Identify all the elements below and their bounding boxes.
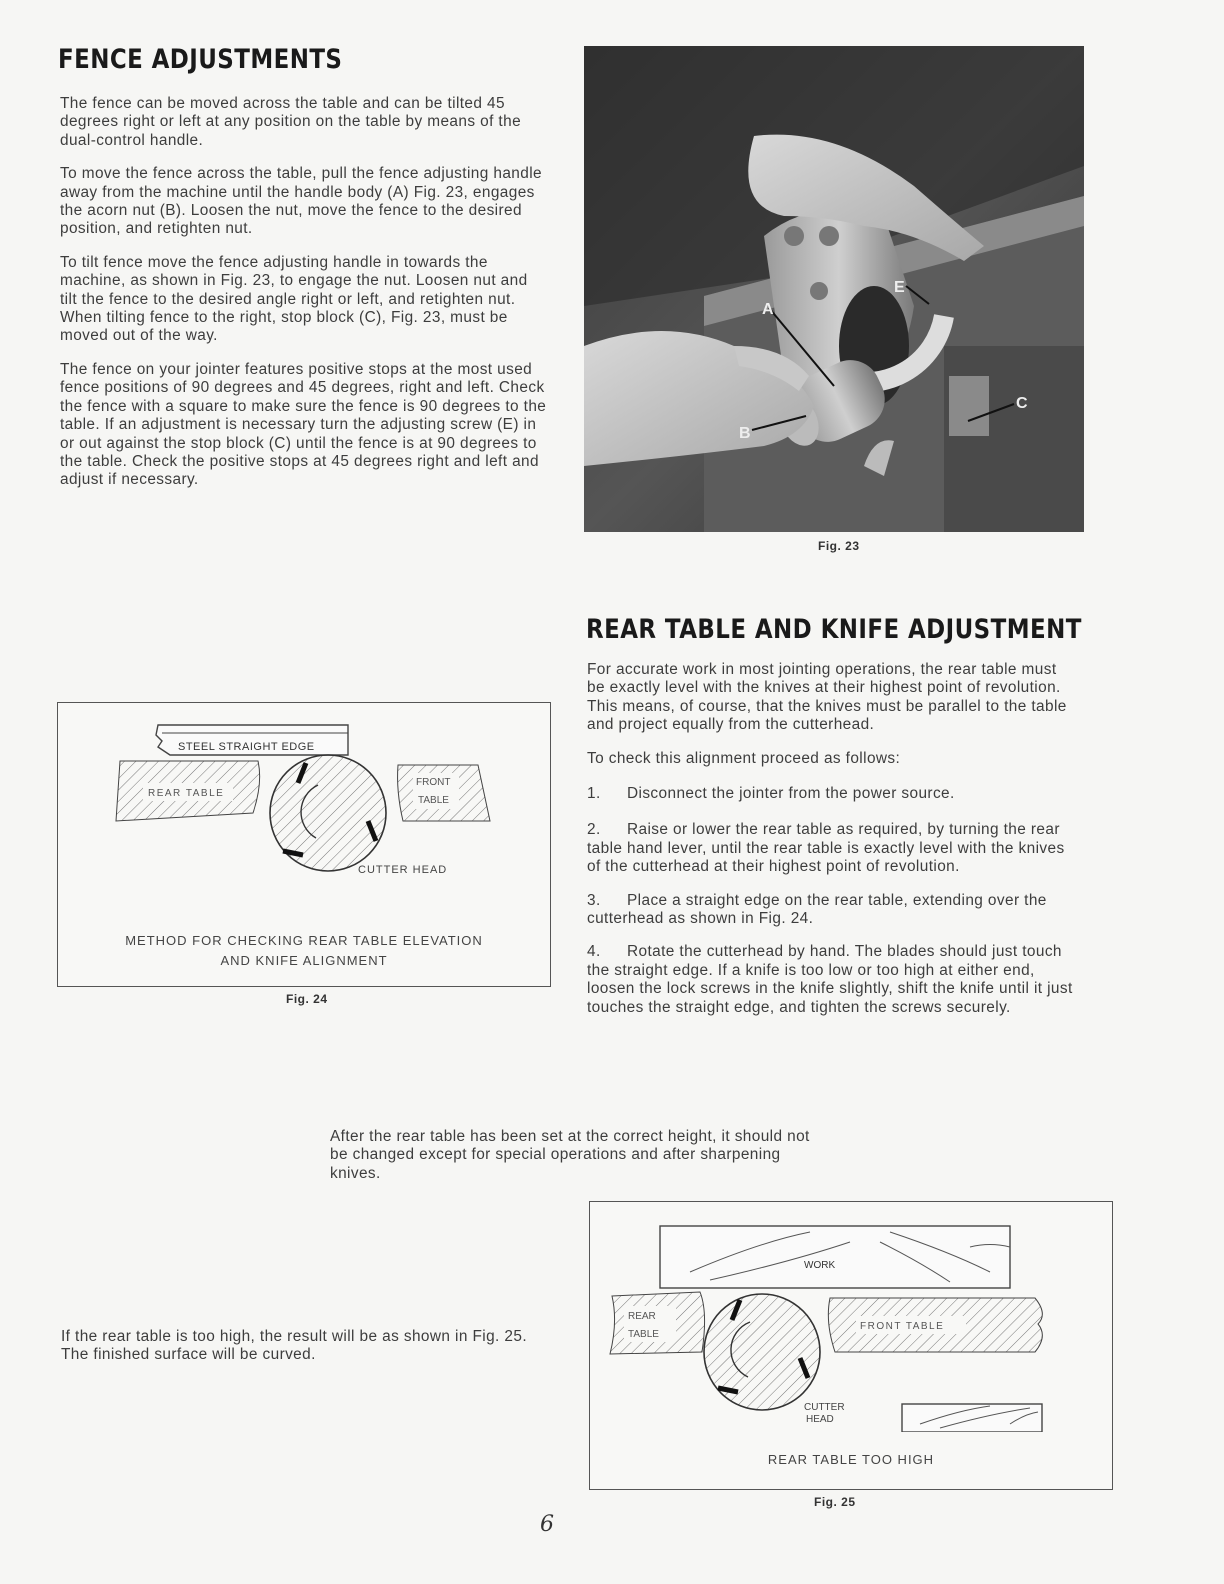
fig25-rear-label-1: REAR: [628, 1311, 656, 1322]
rear-intro-paragraph: For accurate work in most jointing operations, the rear table must be exactly level with the knives at their highest point of revolution. This means, of course, that the knives must be parallel to the table and project equally from the cutterhead.: [587, 661, 1067, 734]
rear-table-label: REAR TABLE: [148, 788, 225, 799]
fig23-callout-e: E: [894, 279, 905, 296]
straight-edge-label: STEEL STRAIGHT EDGE: [178, 741, 315, 753]
step-1-number: 1.: [587, 785, 601, 803]
fig23-photo: [584, 46, 1084, 532]
fence-handle-photo: [584, 46, 1084, 532]
fence-adjustments-heading: FENCE ADJUSTMENTS: [58, 44, 343, 75]
rear-table-heading: REAR TABLE AND KNIFE ADJUSTMENT: [586, 614, 1082, 645]
fence-paragraph-3: To tilt fence move the fence adjusting handle in towards the machine, as shown in Fig. 23, to engage the nut. Loosen nut and tilt the fence to the desired angle right or left, and retighten nut. When tilting fence to the right, stop block (C), Fig. 23, must be moved out of the way.: [60, 253, 528, 345]
fig24-caption-line-2: AND KNIFE ALIGNMENT: [220, 953, 388, 968]
cutter-head-label: CUTTER HEAD: [358, 864, 448, 876]
fig25-label: Fig. 25: [814, 1495, 856, 1509]
fig24-caption: [58, 931, 550, 971]
step-2-text: Raise or lower the rear table as required, by turning the rear table hand lever, until the rear table is exactly level with the knives of the cutterhead at their highest point of revolution.: [587, 821, 1065, 876]
fig25-diagram: [590, 1202, 1112, 1432]
too-high-paragraph: If the rear table is too high, the result will be as shown in Fig. 25. The finished surface will be curved.: [61, 1328, 528, 1364]
fig24-box: [57, 702, 551, 987]
step-4: [587, 943, 1077, 1017]
fence-paragraph-2: To move the fence across the table, pull the fence adjusting handle away from the machine until the handle body (A) Fig. 23, engages the acorn nut (B). Loosen the nut, move the fence to the desired position, and retighten nut.: [60, 165, 542, 238]
fig24-diagram: [58, 703, 550, 903]
fig25-caption: REAR TABLE TOO HIGH: [767, 1452, 935, 1467]
step-2-number: 2.: [587, 821, 601, 839]
step-3-text: Place a straight edge on the rear table, extending over the cutterhead as shown in Fig. 24.: [587, 891, 1047, 928]
rear-check-paragraph: To check this alignment proceed as follows:: [587, 749, 901, 767]
work-label: WORK: [804, 1260, 836, 1271]
fig25-cutter-head: [704, 1294, 820, 1410]
step-4-number: 4.: [587, 943, 601, 961]
fence-text-column: [60, 95, 548, 490]
page-number: 6: [540, 1512, 554, 1537]
after-paragraph: After the rear table has been set at the correct height, it should not be changed except for special operations and after sharpening knives.: [330, 1128, 810, 1182]
step-1: [587, 785, 1077, 803]
fig23-callout-b: B: [739, 425, 751, 442]
fig23-callout-a: A: [762, 301, 774, 318]
front-table-label-2: TABLE: [418, 795, 449, 806]
fence-paragraph-4: The fence on your jointer features positive stops at the most used fence positions of 90 degrees and 45 degrees, right and left. Check the fence with a square to make sure the fence is 90 degrees to the table. If an adjustment is necessary turn the adjusting screw (E) in or out against the stop block (C) until the fence is at 90 degrees to the table. Check the positive stops at 45 degrees right and left and adjust if necessary.: [60, 360, 547, 489]
fence-paragraph-1: The fence can be moved across the table and can be tilted 45 degrees right or left at any position on the table by means of the dual-control handle.: [60, 95, 522, 149]
fig25-cutter-label-1: CUTTER: [804, 1402, 845, 1413]
fig25-front-label: FRONT TABLE: [860, 1321, 945, 1332]
step-2: [587, 821, 1077, 876]
fig24-caption-line-1: METHOD FOR CHECKING REAR TABLE ELEVATION: [125, 933, 483, 948]
fig23-label: Fig. 23: [818, 539, 860, 553]
step-3: [587, 892, 1077, 929]
rear-text-column: [587, 661, 1077, 1017]
step-3-number: 3.: [587, 891, 601, 909]
fig25-cutter-label-2: HEAD: [806, 1414, 834, 1425]
fig23-callout-c: C: [1016, 395, 1028, 412]
fig24-label: Fig. 24: [286, 992, 328, 1006]
front-table-label-1: FRONT: [416, 777, 451, 788]
step-4-text: Rotate the cutterhead by hand. The blades should just touch the straight edge. If a knife is too low or too high at either end, loosen the lock screws in the knife slightly, shift the knife until it just touches the straight edge, and tighten the screws securely.: [587, 943, 1073, 1016]
fig25-rear-label-2: TABLE: [628, 1329, 659, 1340]
fig25-box: [589, 1201, 1113, 1490]
step-1-text: Disconnect the jointer from the power source.: [627, 785, 955, 803]
